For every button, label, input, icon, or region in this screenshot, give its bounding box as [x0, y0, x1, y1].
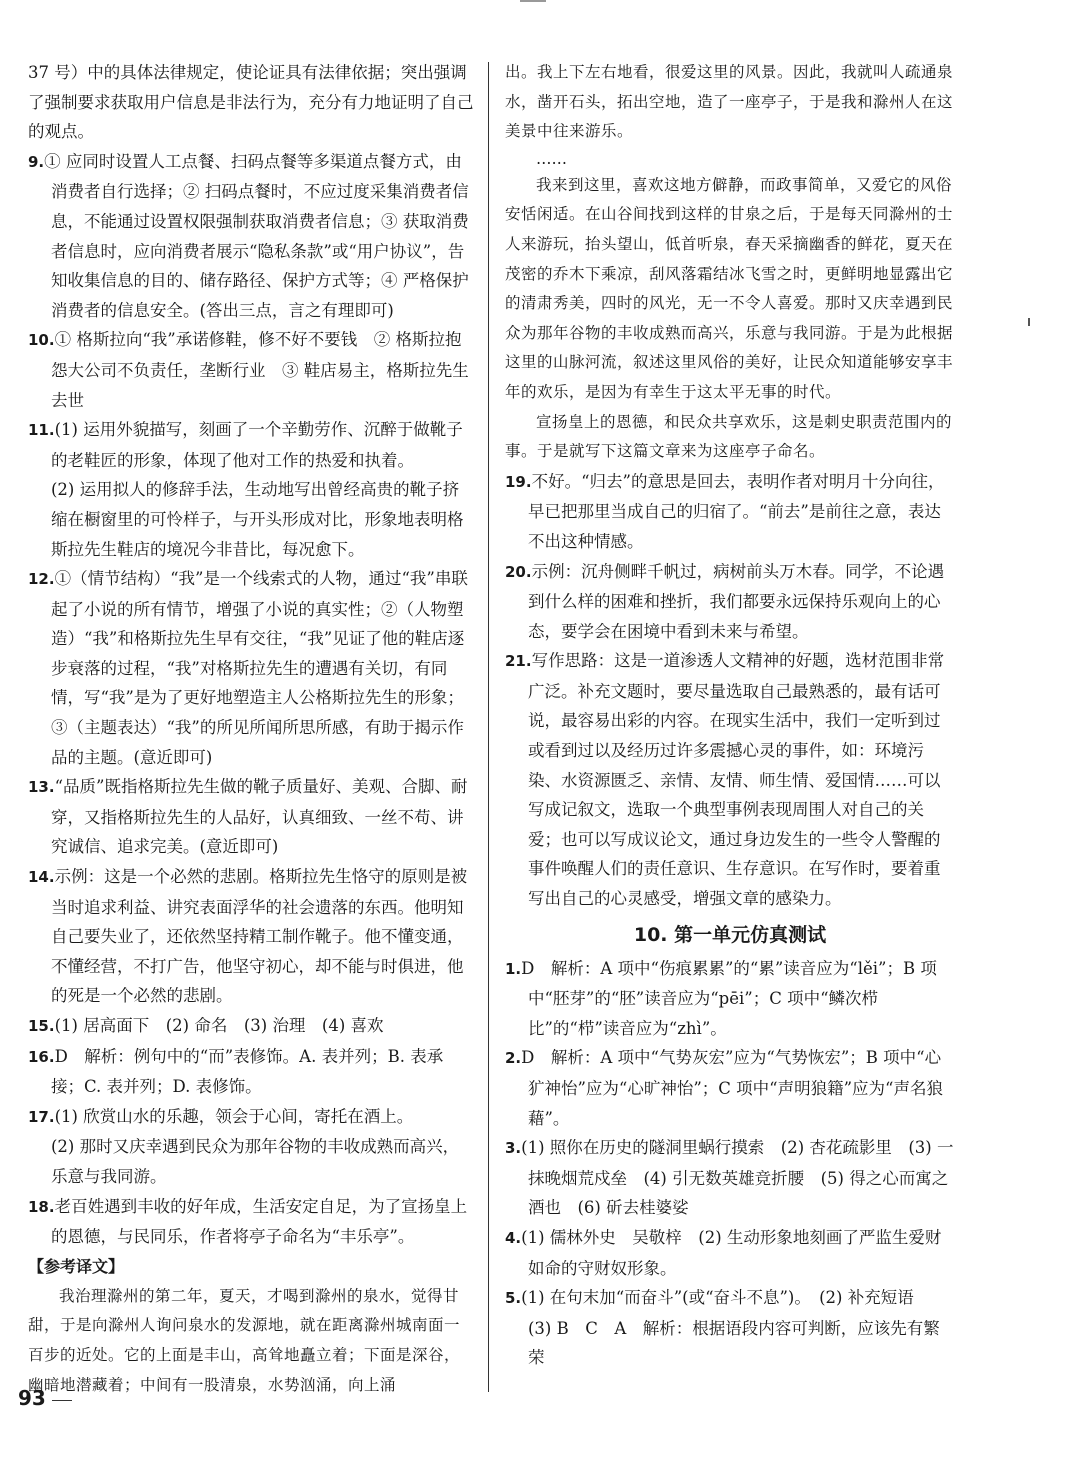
column-divider — [488, 62, 489, 1392]
test-answer-5-3: (3) B C A 解析：根据语段内容可判断，应该先有繁荣 — [528, 1318, 940, 1368]
section-title: 10. 第一单元仿真测试 — [633, 923, 827, 946]
answer-15: 15.(1) 居高面下 (2) 命名 (3) 治理 (4) 喜欢 — [28, 1016, 384, 1035]
answer-11-2: (2) 运用拟人的修辞手法，生动地写出曾经高贵的靴子挤缩在橱窗里的可怜样子，与开头形成对比，形象地表明格斯拉先生鞋店的境况今非昔比，每况愈下。 — [51, 480, 464, 559]
test-answer-5-1: 5.(1) 在句末加“而奋斗”(或“奋斗不息”)。 (2) 补充短语 — [505, 1288, 914, 1308]
translation-paragraph-3: 宣扬皇上的恩德，和民众共享欢乐，这是刺史职责范围内的事。于是就写下这篇文章来为这座亭子命名。 — [505, 412, 953, 461]
page-number-dash — [52, 1400, 72, 1401]
answer-9: 9.① 应同时设置人工点餐、扫码点餐等多渠道点餐方式，由消费者自行选择；② 扫码点餐时，不应过度采集消费者信息，不能通过设置权限强制获取消费者信息；③ 获取消费者信息时，应向消费者展示“隐私条款”或“用户协议”，告知收集信息的目的、储存路径、保护方式等；④ 严格保护消费者的信息安全。(答出三点，言之有理即可) — [28, 151, 469, 320]
answer-20: 20.示例：沉舟侧畔千帆过，病树前头万木春。同学，不论遇到什么样的困难和挫折，我们都要永远保持乐观向上的心态，要学会在困境中看到未来与希望。 — [505, 561, 945, 641]
page-number: 93 — [18, 1386, 46, 1410]
answer-21: 21.写作思路：这是一道渗透人文精神的好题，选材范围非常广泛。补充文题时，要尽量选取自己最熟悉的，最有话可说，最容易出彩的内容。在现实生活中，我们一定听到过或看到过以及经历过许多震撼心灵的事件，如：环境污染、水资源匮乏、亲情、友情、师生情、爱国情……可以写成记叙文，选取一个典型事例表现周围人对自己的关爱；也可以写成议论文，通过身边发生的一些令人警醒的事件唤醒人们的责任意识、生存意识。在写作时，要着重写出自己的心灵感受，增强文章的感染力。 — [505, 651, 945, 909]
answer-18: 18.老百姓遇到丰收的好年成，生活安定自足，为了宣扬皇上的恩德，与民同乐，作者将亭子命名为“丰乐亭”。 — [28, 1196, 468, 1247]
answer-8-continued: 37 号）中的具体法律规定，使论证具有法律依据；突出强调了强制要求获取用户信息是非法行为，充分有力地证明了自己的观点。 — [28, 63, 474, 142]
translation-paragraph-1-part-1: 我治理滁州的第二年，夏天，才喝到滁州的泉水，觉得甘甜，于是向滁州人询问泉水的发源地，就在距离滁州城南面一百步的近处。它的上面是丰山，高耸地矗立着；下面是深谷，幽暗地潜藏着；中间有一股清泉，水势汹涌，向上涌 — [28, 1286, 461, 1394]
test-answer-3: 3.(1) 照你在历史的隧洞里蜗行摸索 (2) 杏花疏影里 (3) 一抹晚烟荒戍垒 (4) 引无数英雄竞折腰 (5) 得之心而寓之酒也 (6) 斫去桂婆娑 — [505, 1138, 954, 1218]
answer-19: 19.不好。“归去”的意思是回去，表明作者对明月十分向往，早已把那里当成自己的归宿了。“前去”是前往之意，表达不出这种情感。 — [505, 471, 945, 551]
test-answer-2: 2.D 解析：A 项中“气势灰宏”应为“气势恢宏”；B 项中“心犷神怡”应为“心旷神怡”；C 项中“声明狼籍”应为“声名狼藉”。 — [505, 1048, 943, 1128]
test-answer-4: 4.(1) 儒林外史 吴敬梓 (2) 生动形象地刻画了严监生爱财如命的守财奴形象。 — [505, 1227, 942, 1278]
answer-10: 10.① 格斯拉向“我”承诺修鞋，修不好不要钱 ② 格斯拉抱怨大公司不负责任，垄断行业 ③ 鞋店易主，格斯拉先生去世 — [28, 330, 469, 410]
answer-16: 16.D 解析：例句中的“而”表修饰。A. 表并列；B. 表承接；C. 表并列；D. 表修饰。 — [28, 1046, 444, 1097]
translation-paragraph-1-part-2: 出。我上下左右地看，很爱这里的风景。因此，我就叫人疏通泉水，凿开石头，拓出空地，造了一座亭子，于是我和滁州人在这美景中往来游乐。 — [505, 63, 954, 141]
right-column — [505, 58, 955, 1373]
answer-13: 13.“品质”既指格斯拉先生做的靴子质量好、美观、合脚、耐穿，又指格斯拉先生的人品好，认真细致、一丝不苟、讲究诚信、追求完美。(意近即可) — [28, 777, 468, 857]
answer-14: 14.示例：这是一个必然的悲剧。格斯拉先生恪守的原则是被当时追求利益、讲究表面浮华的社会遗落的东西。他明知自己要失业了，还依然坚持精工制作靴子。他不懂变通，不懂经营，不打广告，他坚守初心，却不能与时俱进，他的死是一个必然的悲剧。 — [28, 867, 468, 1006]
test-answer-1: 1.D 解析：A 项中“伤痕累累”的“累”读音应为“lěi”；B 项中“胚芽”的“胚”读音应为“pēi”；C 项中“鳞次栉比”的“栉”读音应为“zhì”。 — [505, 958, 937, 1038]
translation-ellipsis: …… — [536, 149, 567, 168]
top-edge-mark — [520, 0, 546, 2]
translation-heading: 【参考译文】 — [28, 1256, 125, 1276]
answer-17-1: 17.(1) 欣赏山水的乐趣，领会于心间，寄托在酒上。 — [28, 1106, 414, 1126]
answer-11-1: 11.(1) 运用外貌描写，刻画了一个辛勤劳作、沉醉于做靴子的老鞋匠的形象，体现了他对工作的热爱和执着。 — [28, 420, 463, 470]
translation-paragraph-2: 我来到这里，喜欢这地方僻静，而政事简单，又爱它的风俗安恬闲适。在山谷间找到这样的甘泉之后，于是每天同滁州的士人来游玩，抬头望山，低首听泉，春天采摘幽香的鲜花，夏天在茂密的乔木下乘凉，刮风落霜结冰飞雪之时，更鲜明地显露出它的清肃秀美，四时的风光，无一不令人喜爱。那时又庆幸遇到民众为那年谷物的丰收成熟而高兴，乐意与我同游。于是为此根据这里的山脉河流，叙述这里风俗的美好，让民众知道能够安享丰年的欢乐，是因为有幸生于这太平无事的时代。 — [505, 175, 954, 401]
edge-mark — [1028, 318, 1030, 326]
answer-12: 12.①（情节结构）“我”是一个线索式的人物，通过“我”串联起了小说的所有情节，增强了小说的真实性；②（人物塑造）“我”和格斯拉先生早有交往，“我”见证了他的鞋店逐步衰落的过程，“我”对格斯拉先生的遭遇有关切，有同情，写“我”是为了更好地塑造主人公格斯拉先生的形象；③（主题表达）“我”的所见所闻所思所感，有助于揭示作品的主题。(意近即可) — [28, 569, 468, 767]
answer-17-2: (2) 那时又庆幸遇到民众为那年谷物的丰收成熟而高兴，乐意与我同游。 — [51, 1137, 460, 1186]
left-column — [28, 58, 474, 1400]
